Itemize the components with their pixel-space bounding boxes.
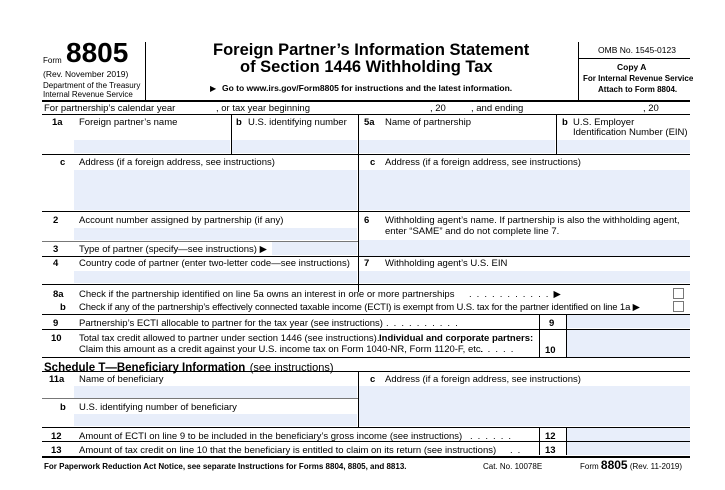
and-ending-label: , and ending xyxy=(471,103,524,114)
line-1b-label: U.S. identifying number xyxy=(248,117,347,128)
line-10-number: 10 xyxy=(51,333,62,344)
line-1c-input[interactable] xyxy=(74,170,357,210)
line-2-input[interactable] xyxy=(74,228,357,240)
line-5c-input[interactable] xyxy=(359,170,690,210)
line-5c-number: c xyxy=(370,157,376,168)
dept-line-2: Internal Revenue Service xyxy=(43,90,133,99)
form-word: Form xyxy=(43,56,62,65)
line-6-label-2: enter “SAME” and do not complete line 7. xyxy=(385,226,560,237)
line-1a-number: 1a xyxy=(52,117,63,128)
line-2-label: Account number assigned by partnership (if any) xyxy=(79,215,284,226)
line-4-label: Country code of partner (enter two-letter code—see instructions) xyxy=(79,258,350,269)
line-9-number: 9 xyxy=(53,318,59,329)
line-8b-label: Check if any of the partnership’s effectively connected taxable income (ECTI) is exempt from U.S. tax for the partner identified on line 1a ▶ xyxy=(79,302,640,313)
line-8a-checkbox[interactable] xyxy=(673,288,684,299)
line-9-amount-input[interactable] xyxy=(567,315,690,328)
line-1b-input[interactable] xyxy=(232,140,357,153)
line-7-label: Withholding agent’s U.S. EIN xyxy=(385,258,508,269)
line-8a-label: Check if the partnership identified on line 5a owns an interest in one or more partnerships xyxy=(79,289,455,300)
line-9-box-number: 9 xyxy=(549,318,555,329)
line-3-label: Type of partner (specify—see instructions) ▶ xyxy=(79,244,267,255)
schedule-t-note: (see instructions) xyxy=(249,362,334,374)
line-13-number: 13 xyxy=(51,445,62,456)
copy-attach: Attach to Form 8804. xyxy=(598,85,678,94)
schedule-t-title: Schedule T—Beneficiary Information xyxy=(44,362,246,374)
form-title-line-1: Foreign Partner’s Information Statement xyxy=(213,41,530,59)
line-10-label-1b: Individual and corporate partners: xyxy=(379,333,534,344)
copy-label: Copy A xyxy=(617,62,647,72)
tax-year-beginning-label: , or tax year beginning xyxy=(216,103,311,114)
line-12-label: Amount of ECTI on line 9 to be included in the beneficiary’s gross income (see instructions) xyxy=(79,431,463,442)
dept-line-1: Department of the Treasury xyxy=(43,81,141,90)
line-11a-label: Name of beneficiary xyxy=(79,374,164,385)
year-20-a: , 20 xyxy=(430,103,446,114)
form-title-line-2: of Section 1446 Withholding Tax xyxy=(240,58,493,76)
line-3-input[interactable] xyxy=(272,242,357,255)
line-8b-number: b xyxy=(60,302,66,313)
line-10-label-2: Claim this amount as a credit against your U.S. income tax on Form 1040-NR, Form 1120-F, etc. xyxy=(79,344,484,355)
line-11b-number: b xyxy=(60,402,66,413)
line-1b-number: b xyxy=(236,117,242,128)
copy-recipient: For Internal Revenue Service xyxy=(583,74,694,83)
line-5b-label-1: U.S. Employer xyxy=(573,117,635,128)
line-12-number: 12 xyxy=(51,431,62,442)
line-11a-number: 11a xyxy=(49,374,65,385)
line-8a-number: 8a xyxy=(53,289,64,300)
line-12-leader: . . . . . . xyxy=(470,431,513,442)
line-5a-input[interactable] xyxy=(359,140,555,153)
line-7-number: 7 xyxy=(364,258,370,269)
line-11c-input[interactable] xyxy=(359,386,690,426)
line-8a-leader: . . . . . . . . . . . ▶ xyxy=(469,289,562,300)
line-11b-label: U.S. identifying number of beneficiary xyxy=(79,402,237,413)
goto-instructions: Go to www.irs.gov/Form8805 for instructions and the latest information. xyxy=(222,83,513,93)
line-10-box-number: 10 xyxy=(545,345,556,356)
line-10-leader: . . . . . xyxy=(480,344,515,355)
footer-revision: (Rev. 11-2019) xyxy=(629,462,683,471)
line-3-number: 3 xyxy=(53,244,59,255)
form-number: 8805 xyxy=(66,37,129,68)
line-1a-label: Foreign partner’s name xyxy=(79,117,178,128)
line-8b-checkbox[interactable] xyxy=(673,301,684,312)
line-6-label-1: Withholding agent’s name. If partnership is also the withholding agent, xyxy=(385,215,680,226)
line-2-number: 2 xyxy=(53,215,59,226)
line-13-box-number: 13 xyxy=(545,445,556,456)
line-7-input[interactable] xyxy=(359,271,690,283)
line-12-box-number: 12 xyxy=(545,431,556,442)
line-5b-number: b xyxy=(562,117,568,128)
line-5b-input[interactable] xyxy=(557,140,690,153)
line-9-label: Partnership’s ECTI allocable to partner for the tax year (see instructions) xyxy=(79,318,383,329)
line-11b-input[interactable] xyxy=(74,414,357,426)
revision-date: (Rev. November 2019) xyxy=(43,69,129,79)
line-11a-input[interactable] xyxy=(74,386,357,398)
line-5b-label-2: Identification Number (EIN) xyxy=(573,127,688,138)
line-10-label-1a: Total tax credit allowed to partner under section 1446 (see instructions). xyxy=(79,333,380,344)
paperwork-notice: For Paperwork Reduction Act Notice, see separate Instructions for Forms 8804, 8805, and 8813. xyxy=(44,462,407,471)
line-5c-label: Address (if a foreign address, see instructions) xyxy=(385,157,581,168)
line-11c-label: Address (if a foreign address, see instructions) xyxy=(385,374,581,385)
goto-arrow-icon: ▶ xyxy=(210,84,217,93)
line-1c-label: Address (if a foreign address, see instructions) xyxy=(79,157,275,168)
footer-form-number: 8805 xyxy=(600,458,628,472)
year-20-b: , 20 xyxy=(643,103,659,114)
calendar-year-label: For partnership’s calendar year xyxy=(44,103,176,114)
line-13-leader: . . xyxy=(510,445,522,456)
line-5a-label: Name of partnership xyxy=(385,117,472,128)
line-1c-number: c xyxy=(60,157,66,168)
line-13-amount-input[interactable] xyxy=(567,442,690,455)
line-12-amount-input[interactable] xyxy=(567,428,690,441)
line-9-leader: . . . . . . . . . . xyxy=(386,318,459,329)
line-4-input[interactable] xyxy=(74,271,357,283)
omb-number: OMB No. 1545-0123 xyxy=(598,45,676,55)
line-10-amount-input[interactable] xyxy=(567,330,690,357)
line-6-input[interactable] xyxy=(359,240,690,256)
line-5a-number: 5a xyxy=(364,117,375,128)
line-11c-number: c xyxy=(370,374,376,385)
catalog-number: Cat. No. 10078E xyxy=(483,462,543,471)
footer-form-id xyxy=(580,458,682,472)
line-1a-input[interactable] xyxy=(74,140,230,153)
line-13-label: Amount of tax credit on line 10 that the beneficiary is entitled to claim on its return (see instructions) xyxy=(79,445,497,456)
line-6-number: 6 xyxy=(364,215,370,226)
line-4-number: 4 xyxy=(53,258,59,269)
footer-form-word: Form xyxy=(580,462,599,471)
